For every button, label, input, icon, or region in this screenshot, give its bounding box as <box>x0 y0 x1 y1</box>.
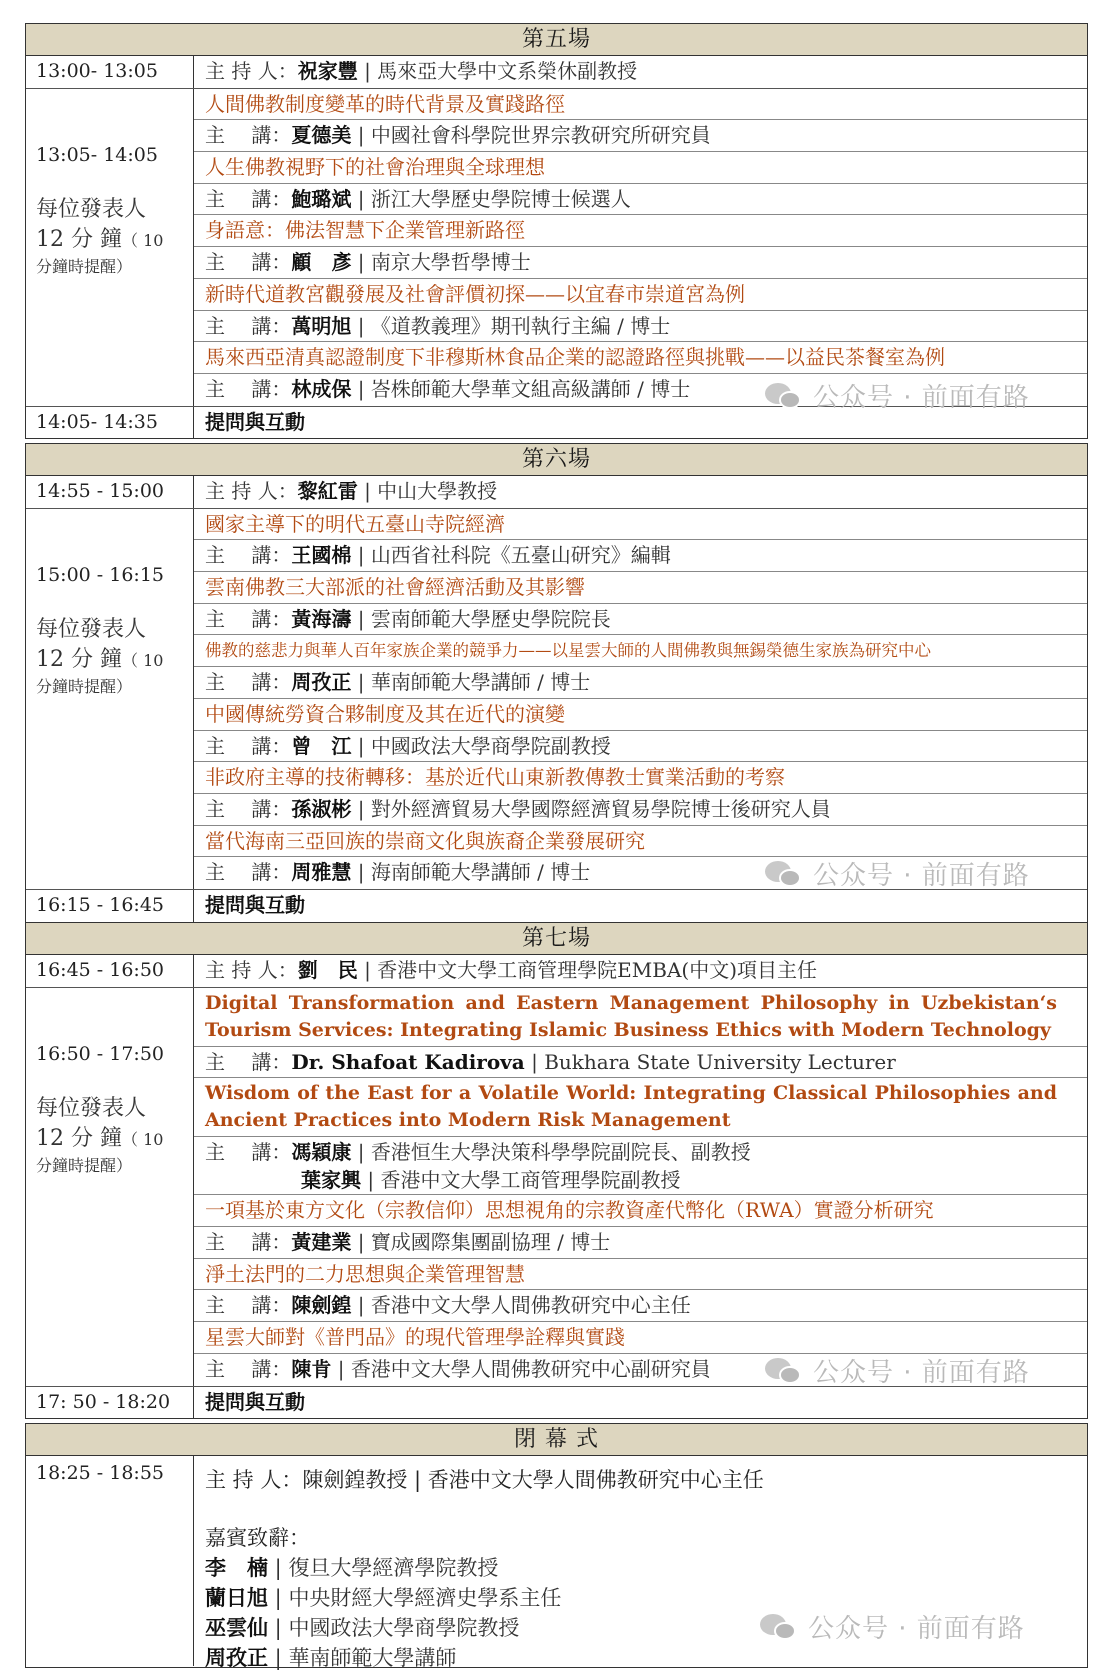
session-7-talks-row <box>26 988 1087 1387</box>
closing-time: 18:25 - 18:55 <box>26 1456 194 1666</box>
talk-speaker: 主 講：王國棉 | 山西省社科院《五臺山研究》編輯 <box>194 540 1087 572</box>
host-time: 16:45 - 16:50 <box>26 955 194 987</box>
talk-title: Wisdom of the East for a Volatile World: Integrating Classical Philosophies and Ancient Practices into Modern Risk Management <box>194 1078 1087 1137</box>
talk-speaker: 主 講：林成保 | 峇株師範大學華文組高級講師 / 博士 <box>205 376 691 401</box>
host-line: 主 持 人：祝家豐 | 馬來亞大學中文系榮休副教授 <box>205 59 638 83</box>
watermark: 公众号 · 前面有路 <box>765 1352 1030 1389</box>
guest-item: 巫雲仙 | 中國政法大學商學院教授 <box>205 1615 520 1640</box>
session-7 <box>25 922 1088 1419</box>
talk-speaker: 主 講：曾 江 | 中國政法大學商學院副教授 <box>194 731 1087 763</box>
session-6-header: 第六場 <box>26 444 1087 476</box>
wechat-icon <box>765 381 803 411</box>
talk-title: 一項基於東方文化（宗教信仰）思想視角的宗教資產代幣化（RWA）實證分析研究 <box>194 1195 1087 1227</box>
host-time: 13:00- 13:05 <box>26 56 194 88</box>
talk-speaker: 主 講：孫淑彬 | 對外經濟貿易大學國際經濟貿易學院博士後研究人員 <box>194 794 1087 826</box>
talk-title: 非政府主導的技術轉移：基於近代山東新教傳教士實業活動的考察 <box>194 762 1087 794</box>
session-6-talks-row <box>26 509 1087 890</box>
talk-title: Digital Transformation and Eastern Management Philosophy in Uzbekistan‘s Tourism Services: Integrating Islamic Business Ethics with Modern Technology <box>194 988 1087 1047</box>
host-time: 14:55 - 15:00 <box>26 476 194 508</box>
talk-speaker: 主 講：周雅慧 | 海南師範大學講師 / 博士 <box>205 860 591 885</box>
session-6-host-row <box>26 476 1087 509</box>
wechat-icon <box>765 1356 803 1386</box>
guest-item: 周孜正 | 華南師範大學講師 <box>205 1645 457 1670</box>
guest-item: 李 楠 | 復旦大學經濟學院教授 <box>205 1555 499 1580</box>
talk-title: 星雲大師對《普門品》的現代管理學詮釋與實踐 <box>194 1322 1087 1354</box>
talk-title: 佛教的慈悲力與華人百年家族企業的競爭力——以星雲大師的人間佛教與無錫榮德生家族為研究中心 <box>194 635 1087 667</box>
session-7-header: 第七場 <box>26 923 1087 955</box>
block-time: 16:50 - 17:50 <box>36 1042 165 1065</box>
closing-host: 主 持 人：陳劍鍠教授 | 香港中文大學人間佛教研究中心主任 <box>205 1468 764 1492</box>
talk-title: 當代海南三亞回族的崇商文化與族裔企業發展研究 <box>194 826 1087 858</box>
talk-title: 國家主導下的明代五臺山寺院經濟 <box>194 509 1087 541</box>
talk-speaker: 主 講：周孜正 | 華南師範大學講師 / 博士 <box>194 667 1087 699</box>
qa-time: 16:15 - 16:45 <box>26 890 194 922</box>
session-6 <box>25 443 1088 923</box>
host-line: 主 持 人：黎紅雷 | 中山大學教授 <box>205 479 498 503</box>
session-5-host-row <box>26 56 1087 89</box>
watermark: 公众号 · 前面有路 <box>765 377 1030 414</box>
qa-label: 提問與互動 <box>205 1389 305 1414</box>
note-reminder: 分鐘時提醒） <box>36 676 133 696</box>
talk-speaker: 主 講：鮑璐斌 | 浙江大學歷史學院博士候選人 <box>194 184 1087 216</box>
note-reminder: 分鐘時提醒） <box>36 256 133 276</box>
note: 每位發表人 12 分 鐘（ 10 <box>36 1095 164 1151</box>
qa-label: 提問與互動 <box>205 409 305 434</box>
talk-speaker: 主 講：萬明旭 | 《道教義理》期刊執行主編 / 博士 <box>194 311 1087 343</box>
session-7-host-row <box>26 955 1087 988</box>
talk-title: 淨土法門的二力思想與企業管理智慧 <box>194 1259 1087 1291</box>
talk-speaker: 主 講：黃建業 | 寶成國際集團副協理 / 博士 <box>194 1227 1087 1259</box>
talk-speaker: 主 講：陳劍鍠 | 香港中文大學人間佛教研究中心主任 <box>194 1290 1087 1322</box>
talk-speaker: 主 講：夏德美 | 中國社會科學院世界宗教研究所研究員 <box>194 120 1087 152</box>
talk-speaker: 主 講：Dr. Shafoat Kadirova | Bukhara State University Lecturer <box>194 1047 1087 1079</box>
talk-speaker: 主 講：顧 彥 | 南京大學哲學博士 <box>194 247 1087 279</box>
block-time-col <box>26 988 194 1386</box>
talk-title: 中國傳統勞資合夥制度及其在近代的演變 <box>194 699 1087 731</box>
talk-speaker: 主 講：黃海濤 | 雲南師範大學歷史學院院長 <box>194 604 1087 636</box>
watermark: 公众号 · 前面有路 <box>760 1608 1025 1645</box>
talk-title: 雲南佛教三大部派的社會經濟活動及其影響 <box>194 572 1087 604</box>
block-time-col <box>26 89 194 406</box>
block-time: 13:05- 14:05 <box>36 143 158 166</box>
session-7-qa-row <box>26 1387 1087 1419</box>
block-time: 15:00 - 16:15 <box>36 563 165 586</box>
host-line: 主 持 人：劉 民 | 香港中文大學工商管理學院EMBA(中文)項目主任 <box>205 958 817 982</box>
qa-time: 14:05- 14:35 <box>26 407 194 439</box>
note-reminder: 分鐘時提醒） <box>36 1155 133 1175</box>
talk-title: 人生佛教視野下的社會治理與全球理想 <box>194 152 1087 184</box>
qa-time: 17: 50 - 18:20 <box>26 1387 194 1419</box>
wechat-icon <box>765 859 803 889</box>
guest-item: 蘭日旭 | 中央財經大學經濟史學系主任 <box>205 1585 562 1610</box>
talk-speaker: 主 講：陳肯 | 香港中文大學人間佛教研究中心副研究員 <box>205 1356 711 1381</box>
watermark: 公众号 · 前面有路 <box>765 855 1030 892</box>
block-time-col <box>26 509 194 889</box>
talk-speaker: 主 講：馮穎康 | 香港恒生大學決策科學學院副院長、副教授 葉家興 | 香港中文大學工商管理學院副教授 <box>194 1137 1087 1195</box>
session-6-qa-row <box>26 890 1087 922</box>
talk-title: 新時代道教宮觀發展及社會評價初探——以宜春市崇道宮為例 <box>194 279 1087 311</box>
note: 每位發表人 12 分 鐘（ 10 <box>36 616 164 672</box>
guest-label: 嘉賓致辭： <box>205 1526 310 1550</box>
qa-label: 提問與互動 <box>205 892 305 917</box>
session-5-talks-row <box>26 89 1087 407</box>
talk-title: 身語意：佛法智慧下企業管理新路徑 <box>194 215 1087 247</box>
closing-header: 閉 幕 式 <box>26 1424 1087 1456</box>
session-5-header: 第五場 <box>26 24 1087 56</box>
talk-title: 人間佛教制度變革的時代背景及實踐路徑 <box>194 89 1087 121</box>
wechat-icon <box>760 1612 798 1642</box>
talk-title: 馬來西亞清真認證制度下非穆斯林食品企業的認證路徑與挑戰——以益民茶餐室為例 <box>194 342 1087 374</box>
note: 每位發表人 12 分 鐘（ 10 <box>36 196 164 252</box>
